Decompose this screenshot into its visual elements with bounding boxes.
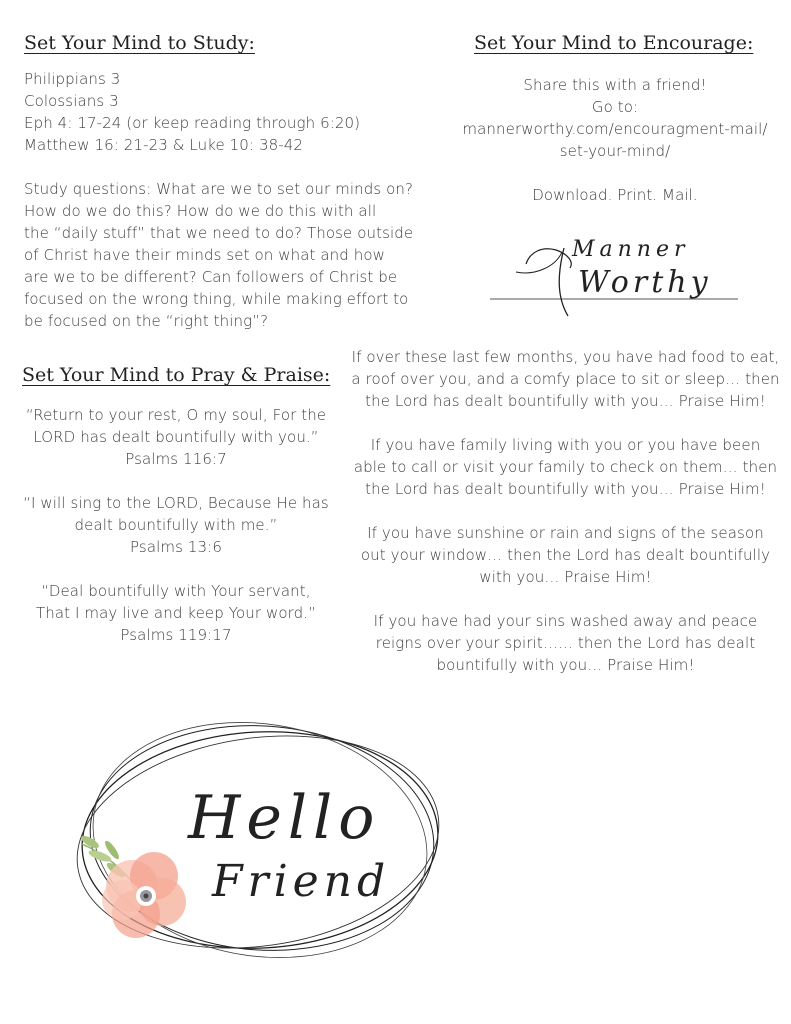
praise-line: a roof over you, and a comfy place to sit or sleep… then bbox=[351, 370, 780, 388]
study-ref: Eph 4: 17-24 (or keep reading through 6:20) bbox=[24, 114, 361, 132]
praise-line: out your window… then the Lord has dealt bountifully bbox=[360, 546, 771, 564]
study-question-line: focused on the wrong thing, while making effort to bbox=[24, 290, 409, 308]
study-heading: Set Your Mind to Study: bbox=[24, 32, 255, 54]
praise-line: If you have had your sins washed away and peace bbox=[373, 612, 758, 630]
quote-line: dealt bountifully with me.” bbox=[74, 516, 278, 534]
encourage-block bbox=[440, 74, 790, 206]
study-question-line: the “daily stuff” that we need to do? Those outside bbox=[24, 224, 414, 242]
study-ref: Colossians 3 bbox=[24, 92, 119, 110]
quote-line: LORD has dealt bountifully with you.” bbox=[33, 428, 319, 446]
manner-worthy-signature bbox=[486, 212, 742, 322]
quote-ref: Psalms 119:17 bbox=[120, 626, 232, 644]
praise-paragraph bbox=[340, 610, 791, 676]
hello-word: Hello bbox=[188, 783, 381, 853]
signature-flourish bbox=[526, 249, 571, 268]
url-link[interactable]: set-your-mind/ bbox=[559, 142, 671, 160]
study-question-line: be focused on the “right thing”? bbox=[24, 312, 269, 330]
signature-flourish bbox=[516, 252, 562, 273]
quote-line: “I will sing to the LORD, Because He has bbox=[23, 494, 329, 512]
pray-quotes bbox=[8, 404, 344, 646]
praise-line: the Lord has dealt bountifully with you… Praise Him! bbox=[365, 392, 766, 410]
praise-line: If over these last few months, you have had food to eat, bbox=[351, 348, 780, 366]
friend-word: Friend bbox=[212, 856, 391, 907]
praise-block bbox=[340, 346, 791, 676]
signature-word: Manner bbox=[572, 237, 690, 262]
share-text: Share this with a friend! bbox=[523, 76, 707, 94]
signature-flourish bbox=[559, 248, 568, 316]
praise-paragraph bbox=[340, 522, 791, 588]
study-question-line: are we to be different? Can followers of Christ be bbox=[24, 268, 398, 286]
quote-line: “Deal bountifully with Your servant, bbox=[41, 582, 311, 600]
study-ref: Matthew 16: 21-23 & Luke 10: 38-42 bbox=[24, 136, 304, 154]
praise-line: with you… Praise Him! bbox=[479, 568, 652, 586]
study-ref: Philippians 3 bbox=[24, 70, 121, 88]
url-link[interactable]: mannerworthy.com/encouragment-mail/ bbox=[462, 120, 768, 138]
hello-friend-illustration bbox=[70, 710, 450, 970]
praise-line: able to call or visit your family to check on them… then bbox=[353, 458, 778, 476]
study-references bbox=[24, 68, 424, 156]
signature-word: Worthy bbox=[578, 265, 712, 300]
scripture-quote bbox=[8, 492, 344, 558]
praise-line: the Lord has dealt bountifully with you… Praise Him! bbox=[365, 480, 766, 498]
download-cta: Download. Print. Mail. bbox=[532, 186, 698, 204]
quote-ref: Psalms 116:7 bbox=[125, 450, 227, 468]
study-question-line: Study questions: What are we to set our minds on? bbox=[24, 180, 414, 198]
quote-ref: Psalms 13:6 bbox=[130, 538, 222, 556]
scripture-quote bbox=[8, 404, 344, 470]
quote-line: “Return to your rest, O my soul, For the bbox=[25, 406, 327, 424]
praise-line: If you have sunshine or rain and signs of the season bbox=[367, 524, 764, 542]
praise-line: bountifully with you… Praise Him! bbox=[436, 656, 695, 674]
study-question-line: of Christ have their minds set on what and how bbox=[24, 246, 385, 264]
study-question-line: How do we do this? How do we do this with all bbox=[24, 202, 377, 220]
pray-heading: Set Your Mind to Pray & Praise: bbox=[22, 364, 331, 386]
scripture-quote bbox=[8, 580, 344, 646]
praise-paragraph bbox=[340, 346, 791, 412]
praise-line: reigns over your spirit…… then the Lord has dealt bbox=[375, 634, 756, 652]
praise-paragraph bbox=[340, 434, 791, 500]
praise-line: If you have family living with you or you have been bbox=[370, 436, 761, 454]
study-questions bbox=[24, 178, 424, 332]
quote-line: That I may live and keep Your word.” bbox=[35, 604, 317, 622]
goto-text: Go to: bbox=[591, 98, 639, 116]
encourage-heading: Set Your Mind to Encourage: bbox=[474, 32, 754, 54]
